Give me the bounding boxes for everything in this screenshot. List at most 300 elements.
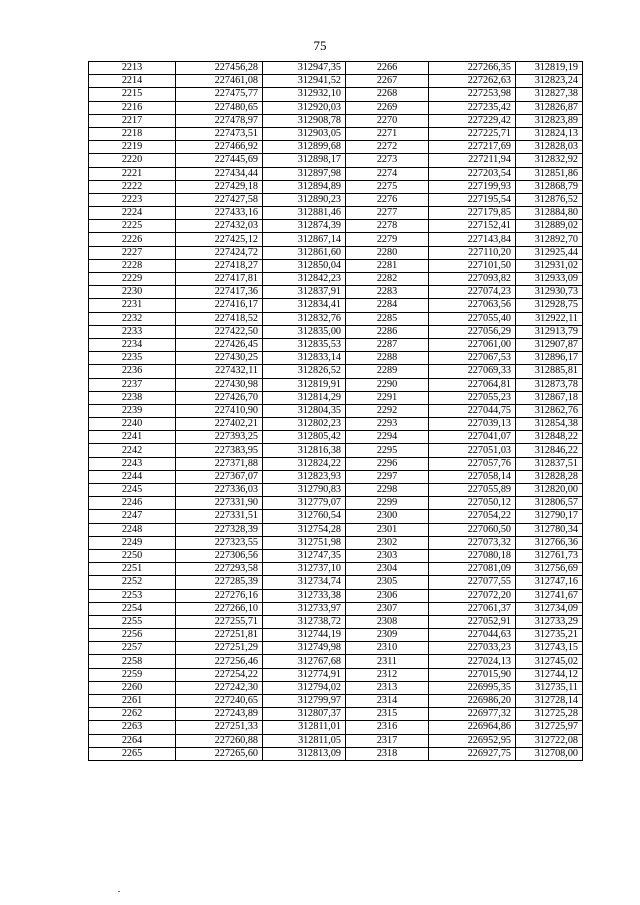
y-coordinate-right: 312743,15 [516, 642, 583, 655]
x-coordinate-right: 227235,42 [429, 101, 516, 114]
table-row [89, 404, 583, 417]
point-number-left: 2265 [89, 747, 176, 760]
x-coordinate-right: 227061,00 [429, 338, 516, 351]
point-number-left: 2239 [89, 404, 176, 417]
coordinates-table-body [89, 62, 583, 761]
x-coordinate-right: 227063,56 [429, 299, 516, 312]
y-coordinate-right: 312823,24 [516, 75, 583, 88]
point-number-right: 2295 [346, 444, 429, 457]
y-coordinate-right: 312826,87 [516, 101, 583, 114]
point-number-right: 2292 [346, 404, 429, 417]
y-coordinate-right: 312766,36 [516, 536, 583, 549]
table-row [89, 273, 583, 286]
point-number-left: 2246 [89, 497, 176, 510]
table-row [89, 536, 583, 549]
y-coordinate-right: 312722,08 [516, 734, 583, 747]
point-number-right: 2279 [346, 233, 429, 246]
y-coordinate-left: 312802,23 [263, 418, 346, 431]
point-number-right: 2267 [346, 75, 429, 88]
x-coordinate-left: 227323,55 [176, 536, 263, 549]
y-coordinate-left: 312941,52 [263, 75, 346, 88]
x-coordinate-left: 227434,44 [176, 167, 263, 180]
point-number-right: 2282 [346, 273, 429, 286]
y-coordinate-right: 312933,09 [516, 273, 583, 286]
point-number-right: 2275 [346, 180, 429, 193]
x-coordinate-right: 227199,93 [429, 180, 516, 193]
table-row [89, 734, 583, 747]
point-number-right: 2285 [346, 312, 429, 325]
x-coordinate-right: 227152,41 [429, 220, 516, 233]
table-row [89, 312, 583, 325]
y-coordinate-left: 312744,19 [263, 629, 346, 642]
y-coordinate-right: 312885,81 [516, 365, 583, 378]
table-row [89, 497, 583, 510]
y-coordinate-left: 312861,60 [263, 246, 346, 259]
y-coordinate-left: 312767,68 [263, 655, 346, 668]
point-number-right: 2280 [346, 246, 429, 259]
y-coordinate-right: 312725,97 [516, 721, 583, 734]
point-number-left: 2229 [89, 273, 176, 286]
table-row [89, 602, 583, 615]
x-coordinate-left: 227256,46 [176, 655, 263, 668]
table-row [89, 523, 583, 536]
y-coordinate-left: 312804,35 [263, 404, 346, 417]
x-coordinate-left: 227243,89 [176, 708, 263, 721]
table-row [89, 154, 583, 167]
table-row [89, 101, 583, 114]
y-coordinate-right: 312837,51 [516, 457, 583, 470]
y-coordinate-right: 312851,86 [516, 167, 583, 180]
x-coordinate-right: 226977,32 [429, 708, 516, 721]
x-coordinate-left: 227426,45 [176, 338, 263, 351]
y-coordinate-right: 312725,28 [516, 708, 583, 721]
y-coordinate-left: 312881,46 [263, 207, 346, 220]
table-row [89, 352, 583, 365]
point-number-left: 2223 [89, 193, 176, 206]
x-coordinate-right: 227055,40 [429, 312, 516, 325]
point-number-right: 2268 [346, 88, 429, 101]
point-number-left: 2260 [89, 681, 176, 694]
y-coordinate-right: 312828,28 [516, 470, 583, 483]
y-coordinate-left: 312811,05 [263, 734, 346, 747]
x-coordinate-right: 227074,23 [429, 286, 516, 299]
table-row [89, 457, 583, 470]
y-coordinate-right: 312827,38 [516, 88, 583, 101]
y-coordinate-left: 312850,04 [263, 259, 346, 272]
x-coordinate-left: 227393,25 [176, 431, 263, 444]
y-coordinate-right: 312747,16 [516, 576, 583, 589]
x-coordinate-left: 227424,72 [176, 246, 263, 259]
table-row [89, 391, 583, 404]
point-number-left: 2252 [89, 576, 176, 589]
point-number-left: 2237 [89, 378, 176, 391]
y-coordinate-left: 312894,89 [263, 180, 346, 193]
point-number-right: 2318 [346, 747, 429, 760]
x-coordinate-left: 227473,51 [176, 127, 263, 140]
y-coordinate-left: 312899,68 [263, 141, 346, 154]
y-coordinate-left: 312814,29 [263, 391, 346, 404]
y-coordinate-left: 312774,91 [263, 668, 346, 681]
point-number-left: 2215 [89, 88, 176, 101]
x-coordinate-left: 227480,65 [176, 101, 263, 114]
x-coordinate-right: 227101,50 [429, 259, 516, 272]
y-coordinate-left: 312832,76 [263, 312, 346, 325]
table-row [89, 88, 583, 101]
table-row [89, 431, 583, 444]
y-coordinate-left: 312833,14 [263, 352, 346, 365]
table-row [89, 484, 583, 497]
point-number-left: 2250 [89, 549, 176, 562]
point-number-left: 2238 [89, 391, 176, 404]
table-row [89, 299, 583, 312]
point-number-left: 2253 [89, 589, 176, 602]
table-row [89, 563, 583, 576]
table-row [89, 127, 583, 140]
point-number-right: 2305 [346, 576, 429, 589]
table-row [89, 141, 583, 154]
table-row [89, 325, 583, 338]
y-coordinate-left: 312947,35 [263, 62, 346, 75]
y-coordinate-left: 312932,10 [263, 88, 346, 101]
y-coordinate-left: 312779,07 [263, 497, 346, 510]
x-coordinate-left: 227371,88 [176, 457, 263, 470]
y-coordinate-left: 312737,10 [263, 563, 346, 576]
x-coordinate-right: 227058,14 [429, 470, 516, 483]
point-number-right: 2274 [346, 167, 429, 180]
point-number-left: 2236 [89, 365, 176, 378]
point-number-right: 2303 [346, 549, 429, 562]
table-row [89, 246, 583, 259]
x-coordinate-right: 227067,53 [429, 352, 516, 365]
x-coordinate-right: 227054,22 [429, 510, 516, 523]
x-coordinate-right: 227044,63 [429, 629, 516, 642]
table-row [89, 114, 583, 127]
y-coordinate-right: 312806,57 [516, 497, 583, 510]
table-row [89, 378, 583, 391]
table-row [89, 668, 583, 681]
point-number-left: 2241 [89, 431, 176, 444]
x-coordinate-left: 227461,08 [176, 75, 263, 88]
y-coordinate-right: 312741,67 [516, 589, 583, 602]
point-number-left: 2258 [89, 655, 176, 668]
y-coordinate-right: 312744,12 [516, 668, 583, 681]
y-coordinate-right: 312745,02 [516, 655, 583, 668]
point-number-left: 2234 [89, 338, 176, 351]
x-coordinate-left: 227418,52 [176, 312, 263, 325]
table-row [89, 615, 583, 628]
y-coordinate-right: 312846,22 [516, 444, 583, 457]
point-number-left: 2213 [89, 62, 176, 75]
x-coordinate-left: 227328,39 [176, 523, 263, 536]
x-coordinate-left: 227265,60 [176, 747, 263, 760]
y-coordinate-left: 312754,28 [263, 523, 346, 536]
x-coordinate-right: 227033,23 [429, 642, 516, 655]
point-number-right: 2291 [346, 391, 429, 404]
point-number-left: 2233 [89, 325, 176, 338]
point-number-right: 2306 [346, 589, 429, 602]
x-coordinate-right: 227081,09 [429, 563, 516, 576]
y-coordinate-left: 312790,83 [263, 484, 346, 497]
point-number-right: 2317 [346, 734, 429, 747]
y-coordinate-left: 312867,14 [263, 233, 346, 246]
x-coordinate-right: 227262,63 [429, 75, 516, 88]
x-coordinate-right: 227195,54 [429, 193, 516, 206]
x-coordinate-left: 227276,16 [176, 589, 263, 602]
y-coordinate-right: 312913,79 [516, 325, 583, 338]
x-coordinate-left: 227410,90 [176, 404, 263, 417]
point-number-right: 2310 [346, 642, 429, 655]
x-coordinate-right: 227143,84 [429, 233, 516, 246]
x-coordinate-left: 227425,12 [176, 233, 263, 246]
x-coordinate-right: 226927,75 [429, 747, 516, 760]
point-number-left: 2248 [89, 523, 176, 536]
point-number-left: 2235 [89, 352, 176, 365]
table-row [89, 207, 583, 220]
point-number-right: 2294 [346, 431, 429, 444]
y-coordinate-right: 312819,19 [516, 62, 583, 75]
x-coordinate-right: 227203,54 [429, 167, 516, 180]
y-coordinate-right: 312780,34 [516, 523, 583, 536]
point-number-right: 2270 [346, 114, 429, 127]
y-coordinate-right: 312868,79 [516, 180, 583, 193]
point-number-right: 2308 [346, 615, 429, 628]
y-coordinate-left: 312816,38 [263, 444, 346, 457]
point-number-right: 2271 [346, 127, 429, 140]
x-coordinate-left: 227367,07 [176, 470, 263, 483]
point-number-left: 2259 [89, 668, 176, 681]
point-number-left: 2217 [89, 114, 176, 127]
point-number-left: 2263 [89, 721, 176, 734]
x-coordinate-right: 227225,71 [429, 127, 516, 140]
x-coordinate-left: 227417,36 [176, 286, 263, 299]
y-coordinate-left: 312897,98 [263, 167, 346, 180]
table-row [89, 510, 583, 523]
y-coordinate-right: 312928,75 [516, 299, 583, 312]
point-number-right: 2269 [346, 101, 429, 114]
x-coordinate-right: 227229,42 [429, 114, 516, 127]
x-coordinate-left: 227240,65 [176, 695, 263, 708]
y-coordinate-right: 312728,14 [516, 695, 583, 708]
y-coordinate-left: 312834,41 [263, 299, 346, 312]
x-coordinate-right: 227266,35 [429, 62, 516, 75]
x-coordinate-right: 227024,13 [429, 655, 516, 668]
point-number-left: 2231 [89, 299, 176, 312]
table-row [89, 747, 583, 760]
table-row [89, 338, 583, 351]
y-coordinate-left: 312890,23 [263, 193, 346, 206]
x-coordinate-left: 227266,10 [176, 602, 263, 615]
x-coordinate-right: 227051,03 [429, 444, 516, 457]
y-coordinate-right: 312823,89 [516, 114, 583, 127]
x-coordinate-right: 227179,85 [429, 207, 516, 220]
table-row [89, 549, 583, 562]
point-number-right: 2273 [346, 154, 429, 167]
x-coordinate-left: 227251,33 [176, 721, 263, 734]
point-number-right: 2304 [346, 563, 429, 576]
point-number-right: 2286 [346, 325, 429, 338]
x-coordinate-left: 227478,97 [176, 114, 263, 127]
x-coordinate-left: 227456,28 [176, 62, 263, 75]
table-row [89, 418, 583, 431]
point-number-left: 2257 [89, 642, 176, 655]
y-coordinate-left: 312799,97 [263, 695, 346, 708]
table-row [89, 629, 583, 642]
point-number-left: 2264 [89, 734, 176, 747]
point-number-left: 2224 [89, 207, 176, 220]
x-coordinate-right: 227039,13 [429, 418, 516, 431]
x-coordinate-right: 227056,29 [429, 325, 516, 338]
x-coordinate-left: 227251,29 [176, 642, 263, 655]
point-number-right: 2309 [346, 629, 429, 642]
point-number-left: 2214 [89, 75, 176, 88]
y-coordinate-left: 312760,54 [263, 510, 346, 523]
y-coordinate-right: 312735,11 [516, 681, 583, 694]
x-coordinate-left: 227383,95 [176, 444, 263, 457]
point-number-right: 2266 [346, 62, 429, 75]
point-number-left: 2247 [89, 510, 176, 523]
page-number: 75 [313, 38, 327, 53]
y-coordinate-left: 312874,39 [263, 220, 346, 233]
x-coordinate-left: 227432,03 [176, 220, 263, 233]
y-coordinate-left: 312835,00 [263, 325, 346, 338]
y-coordinate-left: 312811,01 [263, 721, 346, 734]
point-number-left: 2232 [89, 312, 176, 325]
x-coordinate-left: 227429,18 [176, 180, 263, 193]
x-coordinate-left: 227416,17 [176, 299, 263, 312]
point-number-right: 2278 [346, 220, 429, 233]
x-coordinate-left: 227430,98 [176, 378, 263, 391]
x-coordinate-right: 226995,35 [429, 681, 516, 694]
point-number-right: 2277 [346, 207, 429, 220]
table-row [89, 470, 583, 483]
table-row [89, 167, 583, 180]
table-row [89, 642, 583, 655]
y-coordinate-left: 312805,42 [263, 431, 346, 444]
x-coordinate-right: 227253,98 [429, 88, 516, 101]
table-row [89, 444, 583, 457]
x-coordinate-right: 227055,89 [429, 484, 516, 497]
point-number-left: 2251 [89, 563, 176, 576]
point-number-left: 2226 [89, 233, 176, 246]
y-coordinate-right: 312931,02 [516, 259, 583, 272]
x-coordinate-right: 226964,86 [429, 721, 516, 734]
y-coordinate-right: 312854,38 [516, 418, 583, 431]
y-coordinate-right: 312876,52 [516, 193, 583, 206]
point-number-left: 2245 [89, 484, 176, 497]
table-row [89, 589, 583, 602]
point-number-right: 2276 [346, 193, 429, 206]
point-number-left: 2244 [89, 470, 176, 483]
y-coordinate-left: 312733,38 [263, 589, 346, 602]
table-row [89, 180, 583, 193]
y-coordinate-left: 312903,05 [263, 127, 346, 140]
y-coordinate-left: 312819,91 [263, 378, 346, 391]
table-row [89, 695, 583, 708]
y-coordinate-left: 312824,22 [263, 457, 346, 470]
y-coordinate-right: 312828,03 [516, 141, 583, 154]
y-coordinate-right: 312896,17 [516, 352, 583, 365]
point-number-left: 2249 [89, 536, 176, 549]
y-coordinate-left: 312734,74 [263, 576, 346, 589]
x-coordinate-left: 227254,22 [176, 668, 263, 681]
y-coordinate-right: 312824,13 [516, 127, 583, 140]
y-coordinate-right: 312761,73 [516, 549, 583, 562]
y-coordinate-right: 312907,87 [516, 338, 583, 351]
point-number-left: 2240 [89, 418, 176, 431]
x-coordinate-left: 227331,51 [176, 510, 263, 523]
table-row [89, 62, 583, 75]
point-number-left: 2230 [89, 286, 176, 299]
y-coordinate-right: 312925,44 [516, 246, 583, 259]
x-coordinate-right: 227055,23 [429, 391, 516, 404]
x-coordinate-right: 227217,69 [429, 141, 516, 154]
x-coordinate-right: 227041,07 [429, 431, 516, 444]
x-coordinate-left: 227293,58 [176, 563, 263, 576]
x-coordinate-right: 227044,75 [429, 404, 516, 417]
y-coordinate-right: 312820,00 [516, 484, 583, 497]
x-coordinate-right: 227110,20 [429, 246, 516, 259]
point-number-right: 2314 [346, 695, 429, 708]
y-coordinate-right: 312892,70 [516, 233, 583, 246]
x-coordinate-left: 227432,11 [176, 365, 263, 378]
point-number-left: 2218 [89, 127, 176, 140]
point-number-left: 2225 [89, 220, 176, 233]
y-coordinate-left: 312794,02 [263, 681, 346, 694]
table-row [89, 286, 583, 299]
point-number-right: 2302 [346, 536, 429, 549]
point-number-right: 2288 [346, 352, 429, 365]
point-number-left: 2221 [89, 167, 176, 180]
y-coordinate-right: 312733,29 [516, 615, 583, 628]
x-coordinate-right: 227069,33 [429, 365, 516, 378]
y-coordinate-right: 312873,78 [516, 378, 583, 391]
y-coordinate-right: 312832,92 [516, 154, 583, 167]
x-coordinate-right: 227073,32 [429, 536, 516, 549]
y-coordinate-right: 312862,76 [516, 404, 583, 417]
x-coordinate-left: 227426,70 [176, 391, 263, 404]
y-coordinate-left: 312738,72 [263, 615, 346, 628]
y-coordinate-right: 312848,22 [516, 431, 583, 444]
point-number-right: 2289 [346, 365, 429, 378]
x-coordinate-right: 227072,20 [429, 589, 516, 602]
x-coordinate-right: 226986,20 [429, 695, 516, 708]
point-number-left: 2219 [89, 141, 176, 154]
x-coordinate-left: 227475,77 [176, 88, 263, 101]
x-coordinate-left: 227255,71 [176, 615, 263, 628]
coordinates-table [88, 61, 583, 761]
x-coordinate-right: 227080,18 [429, 549, 516, 562]
y-coordinate-left: 312733,97 [263, 602, 346, 615]
table-row [89, 233, 583, 246]
x-coordinate-left: 227260,88 [176, 734, 263, 747]
x-coordinate-right: 227050,12 [429, 497, 516, 510]
point-number-right: 2284 [346, 299, 429, 312]
x-coordinate-left: 227433,16 [176, 207, 263, 220]
x-coordinate-right: 227077,55 [429, 576, 516, 589]
x-coordinate-right: 227093,82 [429, 273, 516, 286]
x-coordinate-left: 227417,81 [176, 273, 263, 286]
point-number-left: 2228 [89, 259, 176, 272]
x-coordinate-right: 227015,90 [429, 668, 516, 681]
point-number-left: 2220 [89, 154, 176, 167]
point-number-left: 2255 [89, 615, 176, 628]
table-row [89, 681, 583, 694]
point-number-right: 2316 [346, 721, 429, 734]
table-row [89, 721, 583, 734]
point-number-left: 2254 [89, 602, 176, 615]
point-number-right: 2281 [346, 259, 429, 272]
y-coordinate-right: 312735,21 [516, 629, 583, 642]
